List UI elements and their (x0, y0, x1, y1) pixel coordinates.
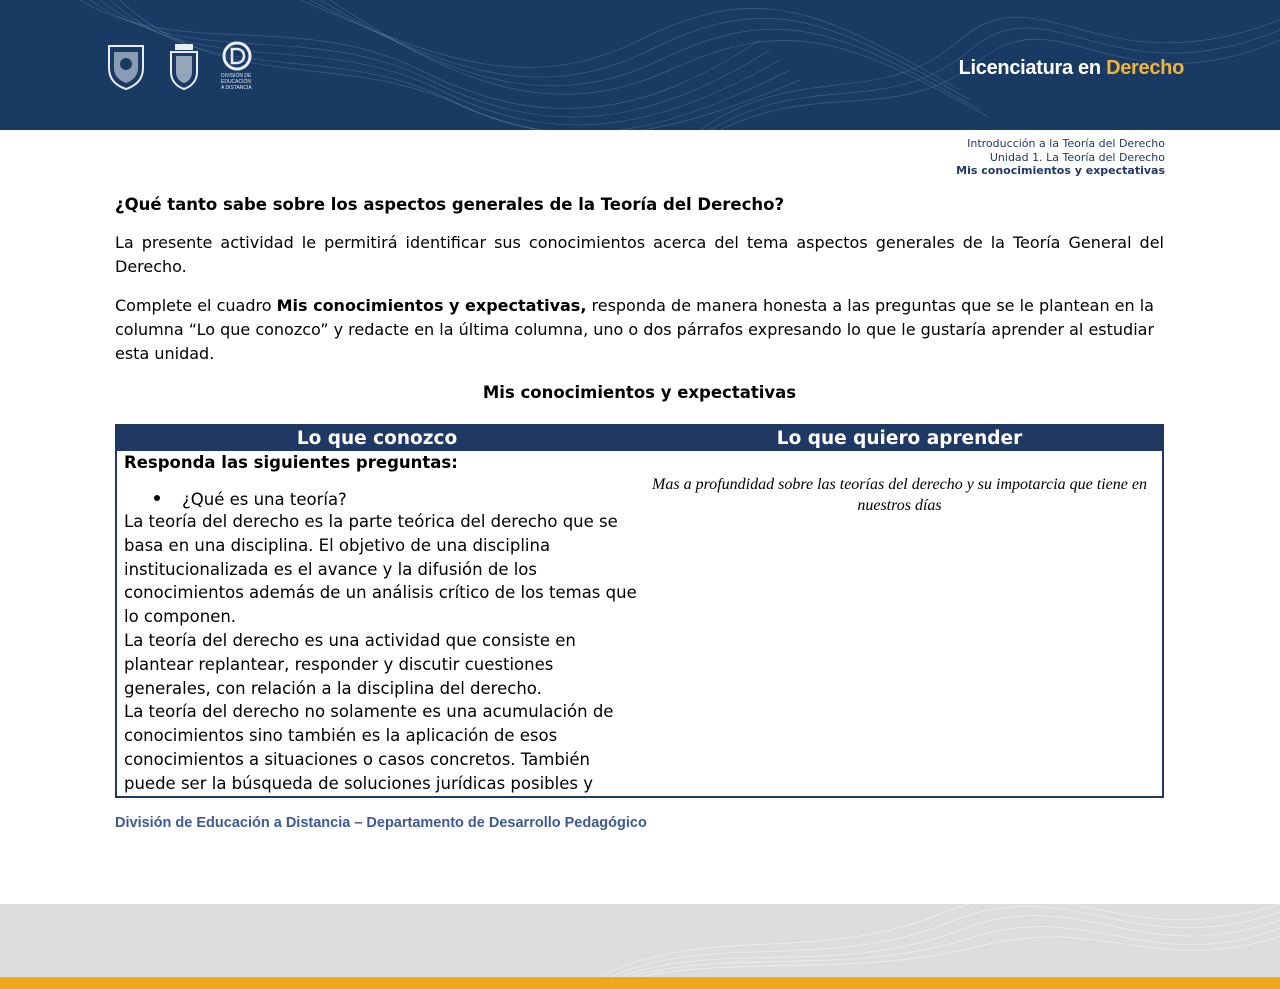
cell-known[interactable] (117, 451, 637, 796)
program-title-accent: Derecho (1106, 57, 1184, 79)
breadcrumb-unit: Unidad 1. La Teoría del Derecho (989, 150, 1165, 164)
main-content (115, 193, 1164, 798)
law-school-crest-icon (169, 42, 199, 90)
breadcrumb-course: Introducción a la Teoría del Derecho (967, 137, 1165, 150)
institution-logos (105, 40, 255, 91)
breadcrumb (956, 137, 1165, 178)
dead-logo-icon (221, 40, 253, 72)
dead-logo (221, 40, 255, 91)
breadcrumb-current: Mis conocimientos y expectativas (956, 164, 1165, 177)
bullet-icon (154, 495, 160, 501)
answer-paragraph-3: La teoría del derecho no solamente es una acumulación de conocimientos sino también es la aplicación de esos conocimientos a situaciones o casos concretos. También puede ser la búsqueda de soluciones jurídicas posibles y (124, 702, 614, 793)
unam-shield-icon (105, 42, 147, 90)
instructions-post: responda de manera honesta a las preguntas que se le plantean en la columna “Lo que conozco” y redacte en la última columna, uno o dos párrafos expresando lo que le gustaría aprender al estudiar esta unidad. (115, 296, 1155, 363)
intro-paragraph: La presente actividad le permitirá identificar sus conocimientos acerca del tema aspectos generales de la Teoría General del Derecho. (115, 233, 1164, 276)
instructions-pre: Complete el cuadro (115, 296, 277, 315)
answer-paragraph-2: La teoría del derecho es una actividad que consiste en plantear replantear, responder y discutir cuestiones generales, con relación a la disciplina del derecho. (124, 630, 576, 698)
footer-waves-decoration (0, 904, 1280, 977)
program-title-prefix: Licenciatura en (958, 57, 1107, 79)
footer-department: División de Educación a Distancia – Departamento de Desarrollo Pedagógico (115, 815, 647, 831)
program-title (959, 57, 1184, 80)
footer-gray-band (0, 904, 1280, 977)
cell-learn[interactable] (637, 451, 1162, 796)
footer-gold-band (0, 977, 1280, 989)
expectation-text: Mas a profundidad sobre las teorías del derecho y su impotarcia que tiene en nuestros días (652, 476, 1147, 514)
instructions-bold: Mis conocimientos y expectativas, (276, 296, 587, 315)
column-header-learn: Lo que quiero aprender (776, 428, 1023, 449)
question-text: ¿Qué es una teoría? (182, 490, 347, 509)
column-header-known: Lo que conozco (296, 428, 458, 449)
table-header-row (117, 426, 1162, 451)
page-heading: ¿Qué tanto sabe sobre los aspectos generales de la Teoría del Derecho? (115, 195, 785, 214)
table-title: Mis conocimientos y expectativas (482, 383, 797, 402)
instructions-paragraph (115, 294, 1164, 366)
dead-logo-caption: DIVISIÓN DE EDUCACIÓN A DISTANCIA (221, 73, 252, 91)
table-body-row (117, 451, 1162, 796)
questions-heading: Responda las siguientes preguntas: (124, 453, 458, 472)
knowledge-table (115, 424, 1164, 798)
question-item (154, 490, 637, 510)
header-banner (0, 0, 1280, 130)
answer-paragraph-1: La teoría del derecho es la parte teórica del derecho que se basa en una disciplina. El objetivo de una disciplina institucionalizada es el avance y la difusión de los conocimientos además de un análisis crítico de los temas que lo componen. (124, 512, 637, 627)
